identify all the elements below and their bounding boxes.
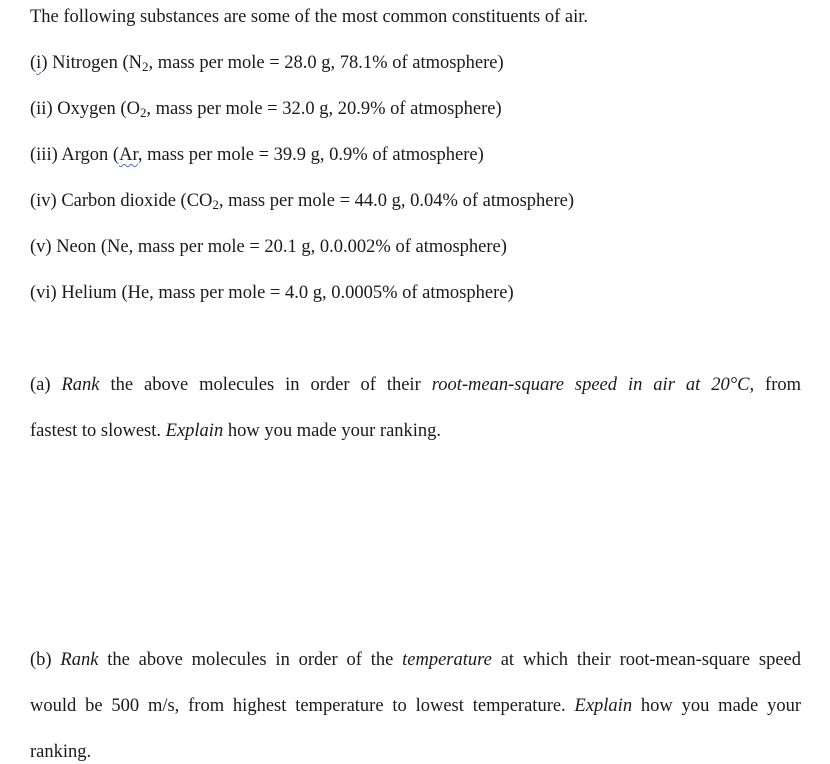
substance-oxygen: (ii) Oxygen ($O_2$, mass per mole = 32.0 g, 20.9% of atmosphere) <box>30 99 502 121</box>
substance-carbon-dioxide: (iv) Carbon dioxide ($CO_2$, mass per mole = 44.0 g, 0.04% of atmosphere) <box>30 191 575 213</box>
intro-text: The following substances are some of the most common constituents of air. <box>30 7 588 27</box>
question-b-line-2: would be 500 m/s, from highest temperature to lowest temperature. Explain how you made your <box>30 696 801 716</box>
substance-nitrogen: (i) Nitrogen ($N_2$, mass per mole = 28.0 g, 78.1% of atmosphere) <box>30 53 504 75</box>
question-b-line-3: ranking. <box>30 742 92 762</box>
question-b-line-1: (b) Rank the above molecules in order of the temperature at which their root-mean-square speed <box>30 650 801 670</box>
question-a-line-2: fastest to slowest. Explain how you made your ranking. <box>30 421 442 441</box>
spellcheck-mark: i <box>36 53 42 73</box>
question-a-line-1: (a) Rank the above molecules in order of their root-mean-square speed in air at 20°C, from <box>30 375 801 395</box>
substance-neon: (v) Neon (Ne, mass per mole = 20.1 g, 0.0.002% of atmosphere) <box>30 237 507 257</box>
substance-argon: (iii) Argon (Ar, mass per mole = 39.9 g, 0.9% of atmosphere) <box>30 145 484 165</box>
substance-helium: (vi) Helium (He, mass per mole = 4.0 g, 0.0005% of atmosphere) <box>30 283 514 303</box>
spellcheck-mark: Ar <box>119 145 138 165</box>
